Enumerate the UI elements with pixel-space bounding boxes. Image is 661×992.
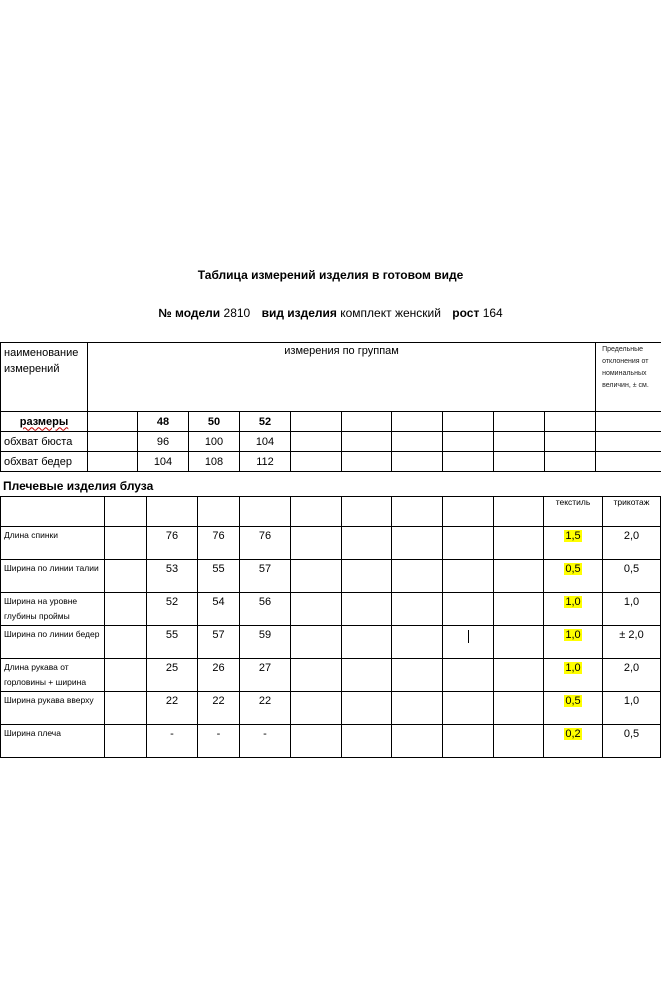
row-name: Ширина плеча — [1, 725, 105, 758]
table-row — [1, 527, 661, 560]
size-cell: 52 — [240, 412, 291, 432]
value-cell: 108 — [189, 452, 240, 472]
knit-tolerance: 1,0 — [603, 692, 661, 725]
knit-tolerance: 0,5 — [603, 560, 661, 593]
table-row — [1, 593, 661, 626]
deviation-header: Предельные отклонения от номинальных величин, ± см. — [596, 343, 661, 412]
row-name: Ширина по линии бедер — [1, 626, 105, 659]
blouse-table-header-row — [1, 497, 661, 527]
type-value: комплект женский — [340, 306, 441, 320]
value-cell: 55 — [147, 626, 198, 659]
textile-tolerance: 1,0 — [544, 659, 603, 692]
table-row — [1, 432, 661, 452]
table-row — [1, 452, 661, 472]
textile-tolerance: 1,5 — [544, 527, 603, 560]
model-info-line — [0, 306, 661, 320]
knit-tolerance: 2,0 — [603, 527, 661, 560]
knit-tolerance: 1,0 — [603, 593, 661, 626]
row-name: Длина спинки — [1, 527, 105, 560]
value-cell: 52 — [147, 593, 198, 626]
size-table — [0, 342, 661, 472]
value-cell: 57 — [198, 626, 240, 659]
value-cell: 57 — [240, 560, 291, 593]
text-cursor-cell[interactable] — [443, 626, 494, 659]
value-cell: 22 — [240, 692, 291, 725]
textile-tolerance: 0,5 — [544, 560, 603, 593]
row-name: Ширина рукава вверху — [1, 692, 105, 725]
value-cell: 100 — [189, 432, 240, 452]
value-cell: 104 — [138, 452, 189, 472]
table-row — [1, 560, 661, 593]
value-cell: 22 — [147, 692, 198, 725]
section-title: Плечевые изделия блуза — [3, 479, 154, 493]
knit-tolerance: 2,0 — [603, 659, 661, 692]
value-cell: 76 — [240, 527, 291, 560]
text-cursor-icon — [468, 630, 469, 643]
value-cell: 54 — [198, 593, 240, 626]
knit-header: трикотаж — [603, 497, 661, 527]
row-name: обхват бюста — [1, 432, 88, 452]
table-row — [1, 626, 661, 659]
value-cell: - — [147, 725, 198, 758]
textile-tolerance: 0,5 — [544, 692, 603, 725]
value-cell: - — [198, 725, 240, 758]
row-name: Длина рукава от горловины + ширина — [1, 659, 105, 692]
measurement-name-header: наименование измерений — [1, 343, 88, 412]
knit-tolerance: 0,5 — [603, 725, 661, 758]
size-cell: 50 — [189, 412, 240, 432]
row-name: Ширина по линии талии — [1, 560, 105, 593]
row-name: Ширина на уровне глубины проймы — [1, 593, 105, 626]
value-cell: 104 — [240, 432, 291, 452]
value-cell: 76 — [198, 527, 240, 560]
model-label: № модели — [158, 306, 221, 320]
knit-tolerance: ± 2,0 — [603, 626, 661, 659]
textile-tolerance: 1,0 — [544, 626, 603, 659]
table-row — [1, 692, 661, 725]
model-value: 2810 — [223, 306, 251, 320]
value-cell: 96 — [138, 432, 189, 452]
sizes-label: размеры — [1, 412, 88, 432]
value-cell: 76 — [147, 527, 198, 560]
textile-tolerance: 0,2 — [544, 725, 603, 758]
value-cell: - — [240, 725, 291, 758]
value-cell: 26 — [198, 659, 240, 692]
value-cell: 25 — [147, 659, 198, 692]
document-title: Таблица измерений изделия в готовом виде — [197, 268, 464, 282]
value-cell: 59 — [240, 626, 291, 659]
textile-tolerance: 1,0 — [544, 593, 603, 626]
value-cell: 112 — [240, 452, 291, 472]
row-name: обхват бедер — [1, 452, 88, 472]
groups-header: измерения по группам — [88, 343, 596, 412]
textile-header: текстиль — [544, 497, 603, 527]
height-label: рост — [452, 306, 480, 320]
value-cell: 27 — [240, 659, 291, 692]
table-row — [1, 659, 661, 692]
size-cell: 48 — [138, 412, 189, 432]
table-row — [1, 725, 661, 758]
value-cell: 55 — [198, 560, 240, 593]
size-table-header-row — [1, 343, 661, 412]
value-cell: 56 — [240, 593, 291, 626]
height-value: 164 — [482, 306, 503, 320]
value-cell: 53 — [147, 560, 198, 593]
value-cell: 22 — [198, 692, 240, 725]
blouse-measurements-table — [0, 496, 661, 758]
type-label: вид изделия — [261, 306, 337, 320]
sizes-row — [1, 412, 661, 432]
